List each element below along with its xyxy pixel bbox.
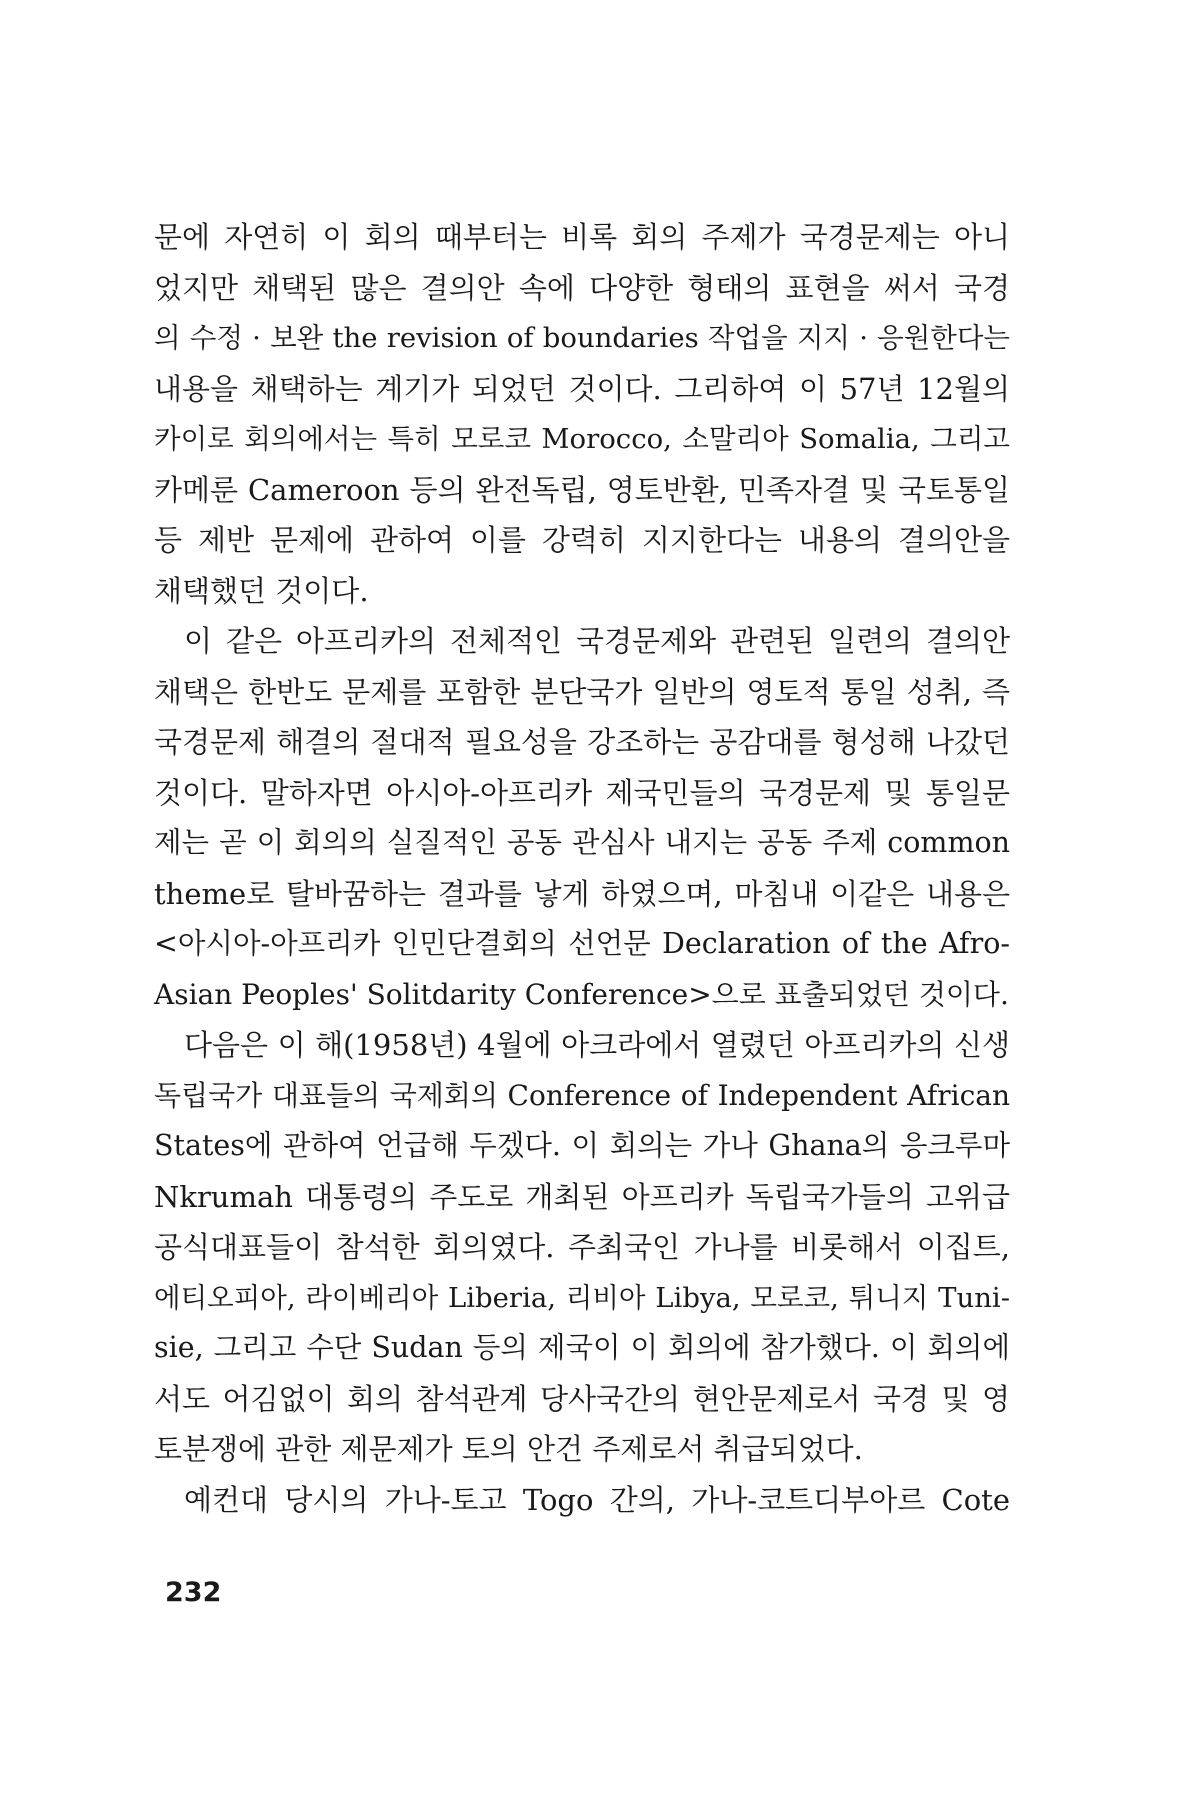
text-line: 의 수정 · 보완 the revision of boundaries 작업을 지지 · 응원한다는 xyxy=(154,322,1010,354)
text-line: 에티오피아, 라이베리아 Liberia, 리비아 Libya, 모로코, 튀니지 Tuni- xyxy=(154,1281,1010,1314)
text-line: 채택은 한반도 문제를 포함한 분단국가 일반의 영토적 통일 성취, 즉 xyxy=(154,674,1010,709)
text-line: 문에 자연히 이 회의 때부터는 비록 회의 주제가 국경문제는 아니 xyxy=(154,220,1010,254)
page-number: 232 xyxy=(165,1577,222,1608)
text-line: sie, 그리고 수단 Sudan 등의 제국이 이 회의에 참가했다. 이 회의에 xyxy=(154,1331,1010,1364)
body-text xyxy=(154,212,1010,1525)
text-line: Nkrumah 대통령의 주도로 개최된 아프리카 독립국가들의 고위급 xyxy=(154,1179,1010,1214)
text-line: 제는 곧 이 회의의 실질적인 공동 관심사 내지는 공동 주제 common xyxy=(154,826,1010,859)
text-line: 공식대표들이 참석한 회의였다. 주최국인 가나를 비롯해서 이집트, xyxy=(154,1230,1010,1264)
text-line: 서도 어김없이 회의 참석관계 당사국간의 현안문제로서 국경 및 영 xyxy=(154,1381,1010,1416)
text-line: States에 관하여 언급해 두겠다. 이 회의는 가나 Ghana의 응크루마 xyxy=(154,1129,1010,1162)
text-line: 등 제반 문제에 관하여 이를 강력히 지지한다는 내용의 결의안을 xyxy=(154,523,1010,557)
text-line: 었지만 채택된 많은 결의안 속에 다양한 형태의 표현을 써서 국경 xyxy=(154,270,1010,305)
text-line: 독립국가 대표들의 국제회의 Conference of Independent African xyxy=(154,1078,1010,1112)
text-line: 것이다. 말하자면 아시아-아프리카 제국민들의 국경문제 및 통일문 xyxy=(154,775,1010,810)
text-line: 내용을 채택하는 계기가 되었던 것이다. 그리하여 이 57년 12월의 xyxy=(154,371,1010,406)
text-line: 국경문제 해결의 절대적 필요성을 강조하는 공감대를 형성해 나갔던 xyxy=(154,725,1010,759)
text-line: theme로 탈바꿈하는 결과를 낳게 하였으며, 마침내 이같은 내용은 xyxy=(154,876,1010,911)
text-line: 토분쟁에 관한 제문제가 토의 안건 주제로서 취급되었다. xyxy=(154,1432,863,1466)
text-line: 예컨대 당시의 가나-토고 Togo 간의, 가나-코트디부아르 Cote xyxy=(184,1482,1010,1517)
text-line: Asian Peoples' Solitdarity Conference>으로 표출되었던 것이다. xyxy=(154,977,1009,1011)
text-line: <아시아-아프리카 인민단결회의 선언문 Declaration of the Afro- xyxy=(154,927,1010,960)
text-line: 이 같은 아프리카의 전체적인 국경문제와 관련된 일련의 결의안 xyxy=(184,624,1010,658)
text-line: 카메룬 Cameroon 등의 완전독립, 영토반환, 민족자결 및 국토통일 xyxy=(154,472,1010,507)
text-line: 카이로 회의에서는 특히 모로코 Morocco, 소말리아 Somalia, 그리고 xyxy=(154,423,1010,455)
text-line: 다음은 이 해(1958년) 4월에 아크라에서 열렸던 아프리카의 신생 xyxy=(184,1028,1010,1062)
text-line: 채택했던 것이다. xyxy=(154,573,369,608)
